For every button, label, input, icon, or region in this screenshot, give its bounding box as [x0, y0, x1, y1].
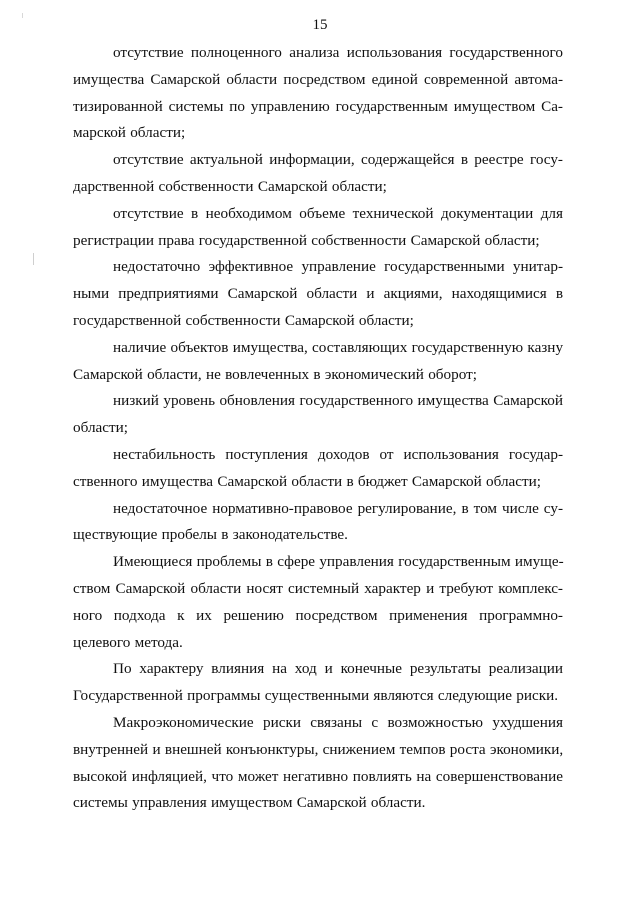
text-line: ственного имущества Самарской области в бюджет Самарской области; — [73, 472, 541, 490]
paragraph — [73, 201, 563, 255]
text-line: По характеру влияния на ход и конечные результаты реализации — [113, 660, 563, 678]
text-line: целевого метода. — [73, 633, 183, 651]
text-line: дарственной собственности Самарской области; — [73, 177, 387, 195]
text-line: тизированной системы по управлению государственным имуществом Са- — [73, 97, 563, 115]
text-line: области; — [73, 419, 128, 437]
scan-artifact — [33, 253, 34, 265]
text-line: ством Самарской области носят системный характер и требуют комплекс- — [73, 579, 563, 597]
paragraph — [73, 254, 563, 334]
paragraph — [73, 40, 563, 147]
page-number: 15 — [312, 17, 328, 33]
text-line: ными предприятиями Самарской области и акциями, находящимися в — [73, 285, 563, 303]
paragraph — [73, 710, 563, 817]
text-line: ного подхода к их решению посредством применения программно- — [73, 606, 563, 624]
document-body — [73, 40, 563, 817]
text-line: Имеющиеся проблемы в сфере управления государственным имуще- — [113, 553, 564, 571]
paragraph — [73, 442, 563, 496]
text-line: регистрации права государственной собственности Самарской области; — [73, 231, 540, 249]
text-line: наличие объектов имущества, составляющих государственную казну — [113, 338, 564, 356]
text-line: государственной собственности Самарской области; — [73, 311, 414, 329]
paragraph — [73, 388, 563, 442]
paragraph — [73, 147, 563, 201]
text-line: недостаточно эффективное управление государственными унитар- — [113, 258, 563, 276]
text-line: отсутствие в необходимом объеме технической документации для — [113, 204, 563, 222]
text-line: Самарской области, не вовлеченных в экономический оборот; — [73, 365, 477, 383]
text-line: марской области; — [73, 124, 186, 142]
text-line: нестабильность поступления доходов от использования государ- — [113, 445, 563, 463]
text-line: ществующие пробелы в законодательстве. — [73, 526, 348, 544]
paragraph — [73, 549, 563, 656]
text-line: Государственной программы существенными являются следующие риски. — [73, 687, 559, 705]
text-line: Макроэкономические риски связаны с возможностью ухудшения — [113, 713, 563, 731]
paragraph — [73, 496, 563, 550]
text-line: отсутствие полноценного анализа использования государственного — [113, 44, 563, 61]
text-line: системы управления имуществом Самарской области. — [73, 794, 426, 812]
text-line: имущества Самарской области посредством единой современной автома- — [73, 70, 563, 88]
text-line: недостаточное нормативно-правовое регулирование, в том числе су- — [113, 499, 563, 517]
paragraph — [73, 656, 563, 710]
text-line: внутренней и внешней конъюнктуры, снижением темпов роста экономики, — [73, 740, 564, 758]
text-line: отсутствие актуальной информации, содержащейся в реестре госу- — [113, 151, 563, 169]
text-line: низкий уровень обновления государственного имущества Самарской — [113, 392, 563, 410]
text-line: высокой инфляцией, что может негативно повлиять на совершенствование — [73, 767, 563, 785]
paragraph — [73, 335, 563, 389]
